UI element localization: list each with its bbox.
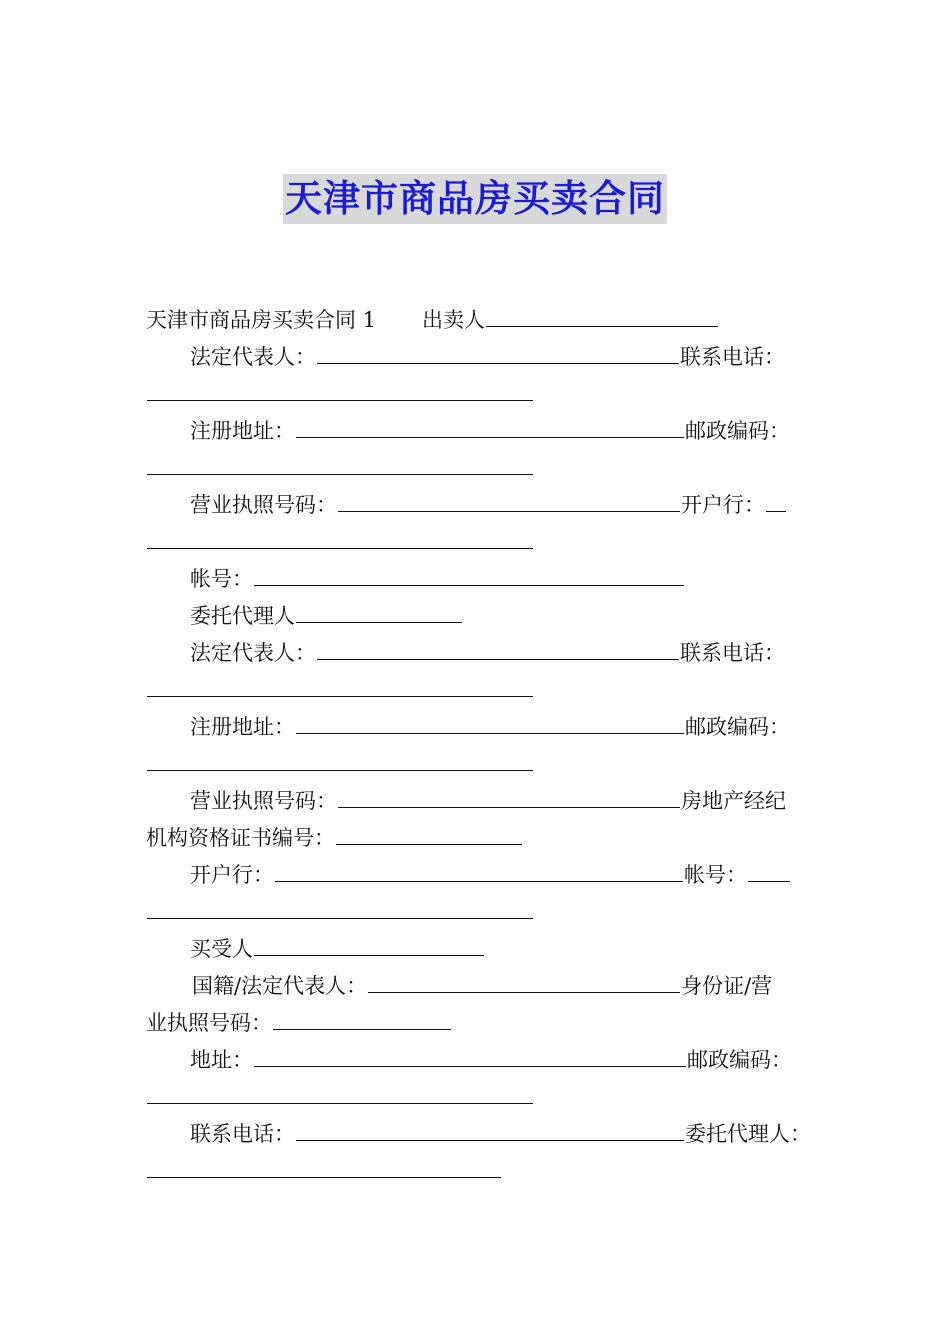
contract-line <box>146 561 826 598</box>
legal-rep-blank <box>317 339 679 364</box>
broker-label: 房地产经纪 <box>681 789 786 813</box>
bank-label: 开户行： <box>681 493 765 517</box>
phone-label: 联系电话： <box>680 345 785 369</box>
postcode-label: 邮政编码： <box>685 419 790 443</box>
contract-line <box>146 413 826 450</box>
contract-line <box>146 968 826 1005</box>
buyer-agent-label: 委托代理人： <box>685 1122 811 1146</box>
buyer-postcode-blank <box>147 1079 533 1104</box>
contract-line <box>146 1005 826 1042</box>
contract-line <box>146 820 826 857</box>
reg-address-blank <box>296 413 684 438</box>
contract-line <box>146 746 826 783</box>
reg-address-label: 注册地址： <box>190 419 295 443</box>
contract-line <box>146 894 826 931</box>
nationality-blank <box>368 968 680 993</box>
contract-heading: 天津市商品房买卖合同 1 <box>146 308 377 332</box>
agent-postcode-label: 邮政编码： <box>685 715 790 739</box>
nationality-label: 国籍/法定代表人： <box>192 974 368 998</box>
bank-blank-cont <box>147 524 533 549</box>
agent-reg-address-blank <box>296 709 684 734</box>
contract-line <box>146 487 826 524</box>
agent-account-blank <box>748 857 790 882</box>
seller-blank <box>486 302 718 327</box>
agent-phone-blank <box>147 672 533 697</box>
contract-line <box>146 709 826 746</box>
contract-line <box>146 783 826 820</box>
contract-line <box>146 1079 826 1116</box>
agent-blank <box>296 598 462 623</box>
agent-phone-label: 联系电话： <box>680 641 785 665</box>
buyer-phone-blank <box>296 1116 684 1141</box>
buyer-blank <box>254 931 484 956</box>
agent-legal-rep-label: 法定代表人： <box>190 641 316 665</box>
postcode-blank <box>147 450 533 475</box>
bank-blank <box>766 487 786 512</box>
buyer-address-label: 地址： <box>190 1048 253 1072</box>
phone-blank <box>147 376 533 401</box>
contract-line <box>146 672 826 709</box>
legal-rep-label: 法定代表人： <box>190 345 316 369</box>
contract-line <box>146 598 826 635</box>
contract-line <box>146 302 826 339</box>
account-blank <box>254 561 684 586</box>
contract-line <box>146 1116 826 1153</box>
buyer-postcode-label: 邮政编码： <box>687 1048 792 1072</box>
account-label: 帐号： <box>190 567 253 591</box>
agent-legal-rep-blank <box>317 635 679 660</box>
document-title-text: 天津市商品房买卖合同 <box>283 174 667 224</box>
buyer-agent-blank <box>147 1153 501 1178</box>
agent-bank-blank <box>275 857 683 882</box>
agent-license-blank <box>338 783 680 808</box>
buyer-address-blank <box>254 1042 686 1067</box>
contract-line <box>146 524 826 561</box>
broker-cert-blank <box>336 820 522 845</box>
contract-line <box>146 339 826 376</box>
license-label: 营业执照号码： <box>190 493 337 517</box>
license-blank <box>338 487 680 512</box>
contract-line <box>146 931 826 968</box>
contract-body <box>146 302 826 1190</box>
seller-label: 出卖人 <box>422 308 486 332</box>
contract-line <box>146 857 826 894</box>
agent-label: 委托代理人 <box>190 604 295 628</box>
agent-account-blank-cont <box>147 894 533 919</box>
agent-license-label: 营业执照号码： <box>190 789 337 813</box>
broker-cert-label: 机构资格证书编号： <box>146 826 335 850</box>
agent-bank-label: 开户行： <box>190 863 274 887</box>
contract-line <box>146 1042 826 1079</box>
id-blank <box>273 1005 451 1030</box>
contract-line <box>146 376 826 413</box>
agent-reg-address-label: 注册地址： <box>190 715 295 739</box>
contract-line <box>146 450 826 487</box>
id-label-cont: 业执照号码： <box>146 1011 272 1035</box>
agent-postcode-blank <box>147 746 533 771</box>
buyer-phone-label: 联系电话： <box>190 1122 295 1146</box>
document-title <box>0 174 950 224</box>
agent-account-label: 帐号： <box>684 863 747 887</box>
id-label: 身份证/营 <box>681 974 773 998</box>
contract-line <box>146 635 826 672</box>
buyer-label: 买受人 <box>190 937 253 961</box>
contract-line <box>146 1153 826 1190</box>
